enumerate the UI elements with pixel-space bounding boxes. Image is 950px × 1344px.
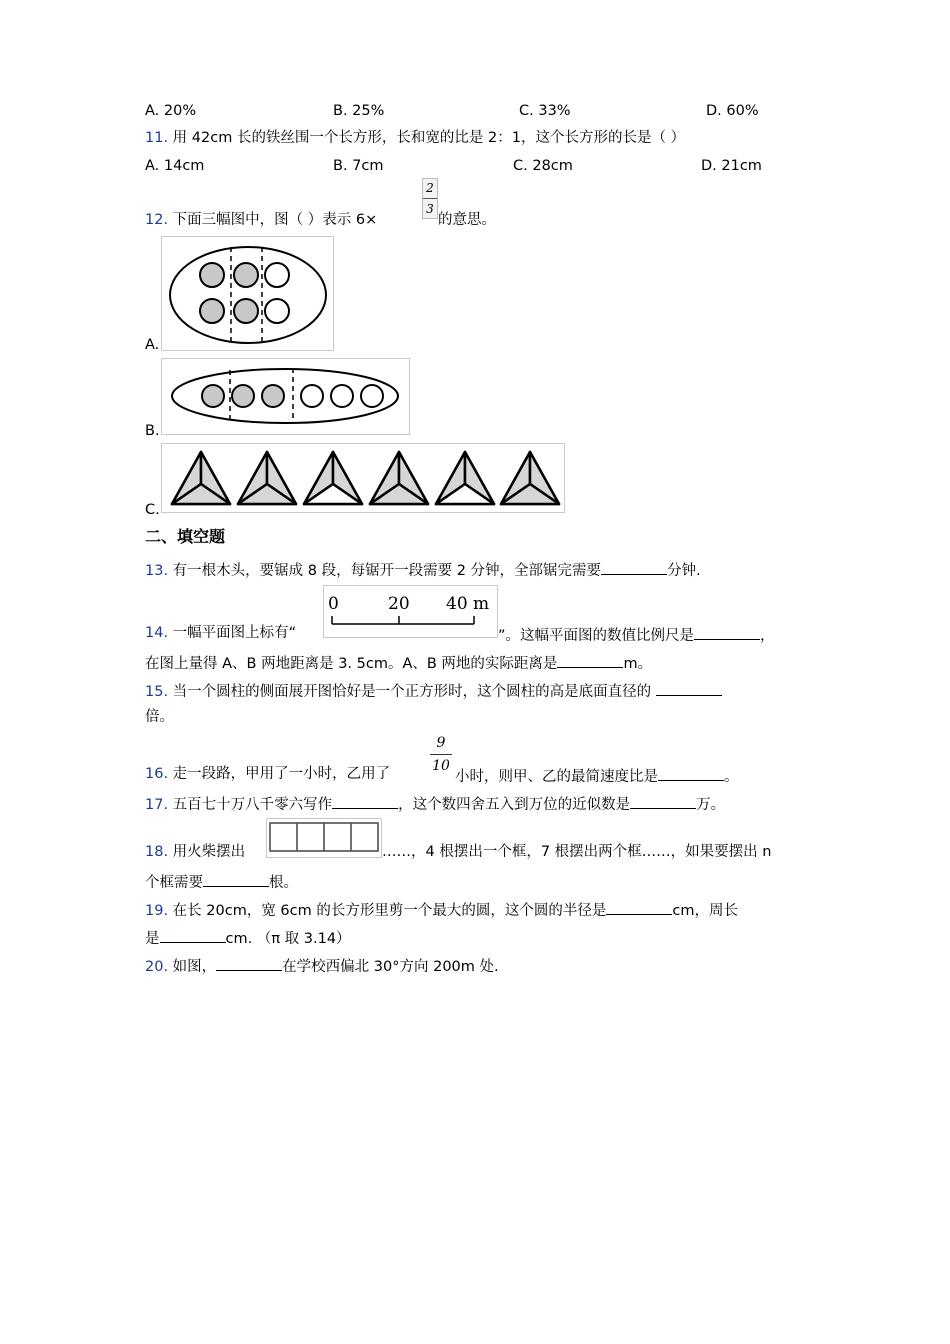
q20-line	[145, 956, 499, 976]
q16-text-after: 。	[724, 769, 739, 785]
q13-answer-blank[interactable]	[601, 560, 667, 575]
q19-line2	[145, 928, 351, 948]
q11-text: 用 42cm 长的铁丝围一个长方形，长和宽的比是 2：1，这个长方形的长是（ ）	[172, 130, 686, 146]
q12-line	[145, 212, 377, 229]
q12-figure-a	[161, 236, 334, 351]
q11-line	[145, 130, 685, 147]
q11-number: 11.	[145, 130, 169, 146]
q18-line-start	[145, 844, 245, 861]
q14-scale-blank[interactable]	[694, 625, 760, 640]
q17-line	[145, 794, 725, 814]
q19-text-middle: cm，周长	[672, 903, 738, 919]
section-title: 二、填空题	[145, 527, 226, 546]
q14-line1-start	[145, 625, 296, 642]
q14-scale-label-40m: 40 m	[446, 594, 490, 614]
q14-text-before: 一幅平面图上标有“	[172, 625, 297, 641]
q13-line	[145, 560, 701, 580]
q20-text-before: 如图，	[172, 959, 217, 975]
q12-figure-b	[161, 358, 410, 435]
q12-label-a: A.	[145, 337, 160, 353]
q17-approx-blank[interactable]	[630, 794, 696, 809]
q20-number: 20.	[145, 959, 169, 975]
q13-text-before: 有一根木头，要锯成 8 段，每锯开一段需要 2 分钟，全部锯完需要	[172, 563, 602, 579]
q13-text-after: 分钟.	[667, 563, 701, 579]
q14-text-middle: ”。这幅平面图的数值比例尺是	[498, 628, 695, 644]
q18-text-before: 用火柴摆出	[172, 844, 246, 860]
q17-number: 17.	[145, 797, 169, 813]
q16-fraction	[430, 733, 452, 776]
q16-frac-numerator: 9	[430, 733, 452, 755]
q14-line1-end	[498, 625, 775, 645]
q20-text-after: 在学校西偏北 30°方向 200m 处.	[282, 959, 499, 975]
q15-line2: 倍。	[145, 709, 174, 725]
q17-text-before: 五百七十万八千零六写作	[172, 797, 333, 813]
q14-line2-before: 在图上量得 A、B 两地距离是 3. 5cm。A、B 两地的实际距离是	[145, 656, 558, 672]
q15-text: 当一个圆柱的侧面展开图恰好是一个正方形时，这个圆柱的高是底面直径的	[172, 684, 652, 700]
q14-distance-blank[interactable]	[557, 653, 623, 668]
q12-frac-numerator: 2	[423, 179, 437, 199]
q17-text-middle: ，这个数四舍五入到万位的近似数是	[398, 797, 631, 813]
q15-answer-blank[interactable]	[656, 681, 722, 696]
q17-text-after: 万。	[696, 797, 726, 813]
q18-line2-after: 根。	[269, 875, 298, 891]
q19-line	[145, 900, 738, 920]
q12-figure-c	[161, 443, 565, 513]
q11-option-b: B. 7cm	[333, 158, 384, 174]
q20-answer-blank[interactable]	[216, 956, 282, 971]
q18-number: 18.	[145, 844, 169, 860]
q10-option-d: D. 60%	[706, 103, 759, 119]
q16-text-middle: 小时，则甲、乙的最简速度比是	[455, 769, 658, 785]
q12-number: 12.	[145, 212, 169, 228]
q19-line2-after: cm. （π 取 3.14）	[225, 931, 351, 947]
q16-frac-denominator: 10	[432, 758, 450, 774]
q18-line2-before: 个框需要	[145, 875, 203, 891]
q16-text-before: 走一段路，甲用了一小时，乙用了	[172, 766, 391, 782]
q14-text-after1: ，	[760, 628, 775, 644]
q17-write-blank[interactable]	[332, 794, 398, 809]
q14-scale-label-20: 20	[388, 594, 410, 614]
q18-answer-blank[interactable]	[203, 872, 269, 887]
q16-line-end	[455, 766, 739, 786]
q12-text-after: 的意思。	[438, 212, 496, 228]
q15-line	[145, 681, 722, 701]
q16-line-start	[145, 766, 390, 783]
q10-option-c: C. 33%	[519, 103, 571, 119]
q12-label-c: C.	[145, 502, 160, 518]
q19-radius-blank[interactable]	[606, 900, 672, 915]
q11-option-a: A. 14cm	[145, 158, 205, 174]
q11-option-d: D. 21cm	[701, 158, 762, 174]
q19-number: 19.	[145, 903, 169, 919]
q10-option-b: B. 25%	[333, 103, 385, 119]
q19-perimeter-blank[interactable]	[160, 928, 226, 943]
q12-text-before: 下面三幅图中，图（ ）表示 6×	[172, 212, 378, 228]
q18-line2	[145, 872, 298, 892]
q10-option-a: A. 20%	[145, 103, 197, 119]
q15-number: 15.	[145, 684, 169, 700]
q13-number: 13.	[145, 563, 169, 579]
q14-scale-bar	[323, 585, 498, 638]
q14-scale-label-0: 0	[328, 594, 339, 614]
q11-option-c: C. 28cm	[513, 158, 573, 174]
q14-number: 14.	[145, 625, 169, 641]
q12-frac-denominator: 3	[426, 202, 434, 216]
q19-line2-before: 是	[145, 931, 160, 947]
q18-text-after: ……，4 根摆出一个框，7 根摆出两个框……，如果要摆出 n	[382, 844, 772, 860]
q14-line2	[145, 653, 652, 673]
q12-fraction	[422, 178, 438, 219]
q12-label-b: B.	[145, 423, 160, 439]
q14-line2-after: m。	[623, 656, 653, 672]
q16-answer-blank[interactable]	[658, 766, 724, 781]
q18-matchstick-figure	[266, 818, 382, 858]
q16-number: 16.	[145, 766, 169, 782]
q19-text-before: 在长 20cm，宽 6cm 的长方形里剪一个最大的圆，这个圆的半径是	[172, 903, 607, 919]
